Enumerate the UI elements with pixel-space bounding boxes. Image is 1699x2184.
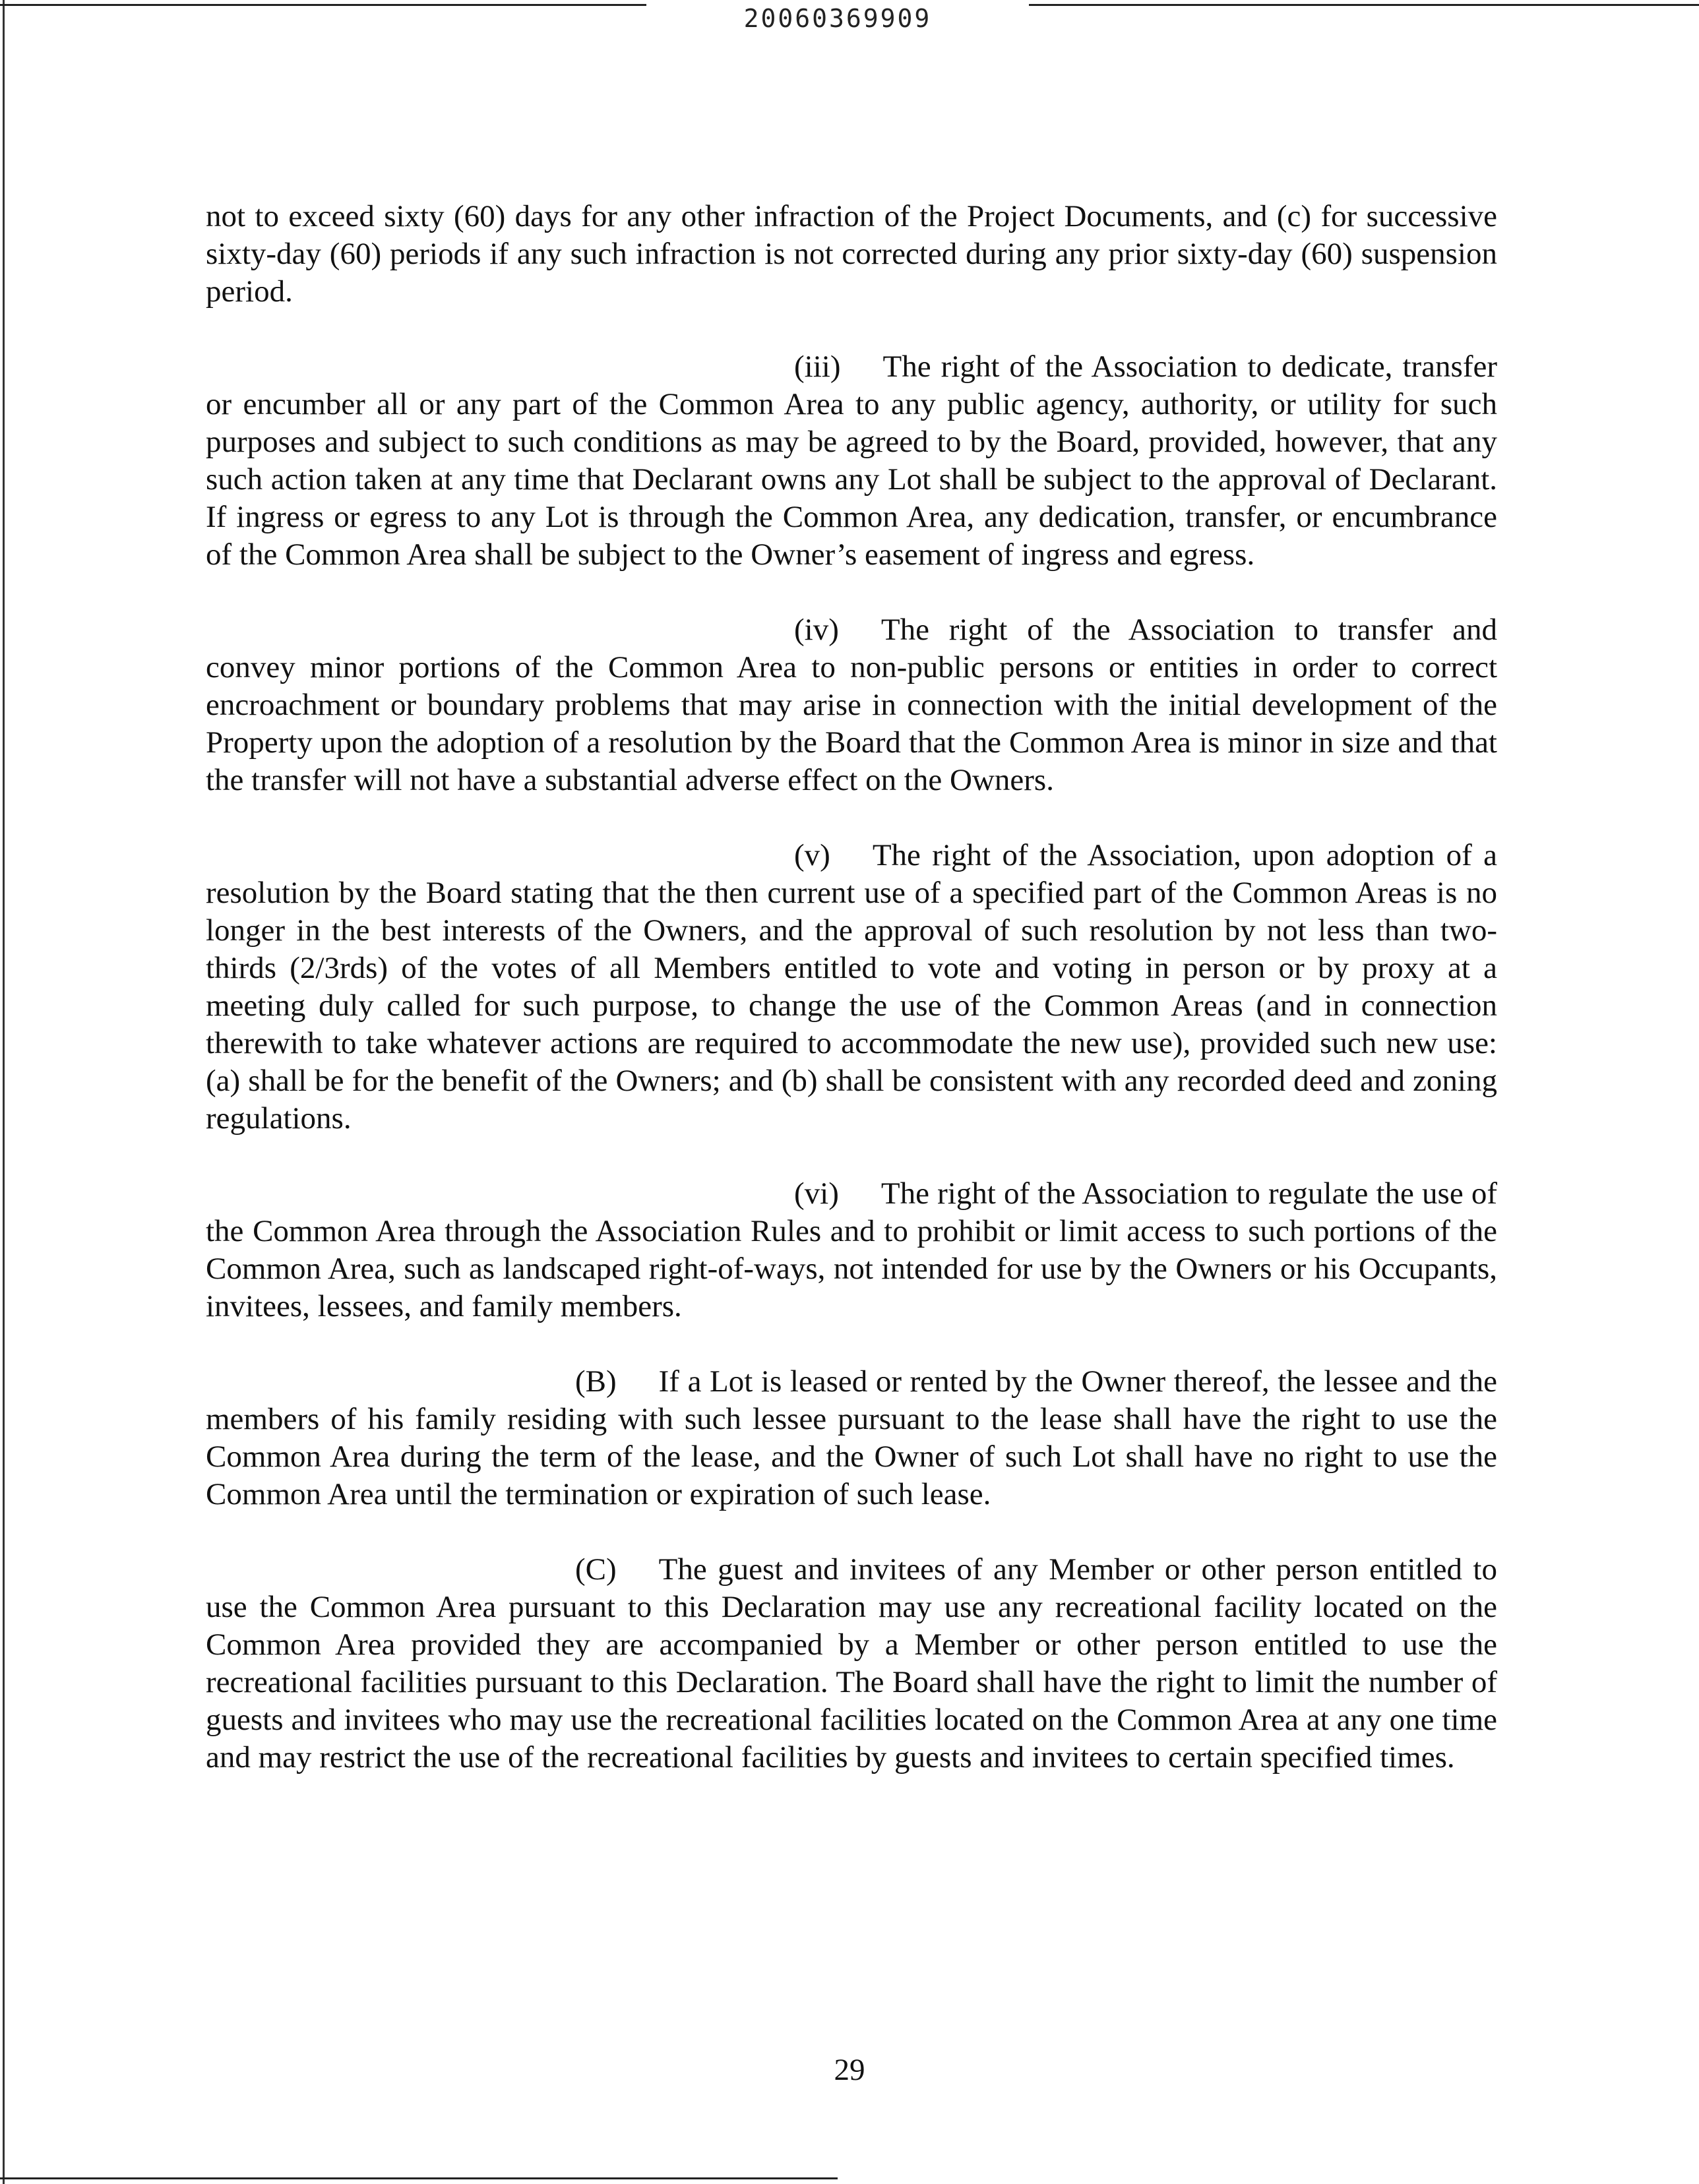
paragraph-text: The right of the Association to dedicate, transfer or encumber all or any part of the Common Area to any public agency, authority, or utility for such purposes and subject to such conditions as may be agreed to by the Board, provided, however, that any such action taken at any time that Declarant owns any Lot shall be subject to the approval of Declarant. If ingress or egress to any Lot is through the Common Area, any dedication, transfer, or encumbrance of the Common Area shall be subject to the Owner’s easement of ingress and egress. [206, 349, 1497, 572]
paragraph-v [206, 837, 1497, 1138]
header-rule-left [0, 4, 646, 6]
paragraph-lead: (iv) [794, 613, 839, 647]
footer-rule [0, 2177, 838, 2179]
paragraph-text: The right of the Association to transfer and convey minor portions of the Common Area to non-public persons or entities in order to correct encroachment or boundary problems that may arise in connection with the initial development of the Property upon the adoption of a resolution by the Board that the Common Area is minor in size and that the transfer will not have a substantial adverse effect on the Owners. [206, 613, 1497, 797]
paragraph-lead: (C) [575, 1552, 617, 1587]
paragraph-continuation [206, 198, 1497, 311]
paragraph-text: not to exceed sixty (60) days for any other infraction of the Project Documents, and (c) for successive sixty-day (60) periods if any such infraction is not corrected during any prior sixty-day (60) suspension period. [206, 199, 1497, 309]
paragraph-iv [206, 611, 1497, 799]
scan-left-edge [3, 0, 5, 2184]
paragraph-text: The right of the Association, upon adoption of a resolution by the Board stating that the then current use of a specified part of the Common Areas is no longer in the best interests of the Owners, and the approval of such resolution by not less than two-thirds (2/3rds) of the votes of all Members entitled to vote and voting in person or by proxy at a meeting duly called for such purpose, to change the use of the Common Areas (and in connection therewith to take whatever actions are required to accommodate the new use), provided such new use: (a) shall be for the benefit of the Owners; and (b) shall be consistent with any recorded deed and zoning regulations. [206, 838, 1497, 1136]
paragraph-c [206, 1551, 1497, 1776]
paragraph-iii [206, 348, 1497, 574]
paragraph-vi [206, 1175, 1497, 1325]
paragraph-b [206, 1363, 1497, 1513]
document-number: 20060369909 [743, 4, 932, 33]
page-number: 29 [834, 2053, 865, 2087]
header-rule-right [1029, 4, 1699, 6]
paragraph-lead: (vi) [794, 1176, 839, 1211]
paragraph-lead: (iii) [794, 349, 841, 384]
paragraph-text: The guest and invitees of any Member or other person entitled to use the Common Area pursuant to this Declaration may use any recreational facility located on the Common Area provided they are accompanied by a Member or other person entitled to use the recreational facilities pursuant to this Declaration. The Board shall have the right to limit the number of guests and invitees who may use the recreational facilities located on the Common Area at any one time and may restrict the use of the recreational facilities by guests and invitees to certain specified times. [206, 1552, 1497, 1774]
paragraph-text: The right of the Association to regulate the use of the Common Area through the Association Rules and to prohibit or limit access to such portions of the Common Area, such as landscaped right-of-ways, not intended for use by the Owners or his Occupants, invitees, lessees, and family members. [206, 1176, 1497, 1323]
paragraph-text: If a Lot is leased or rented by the Owner thereof, the lessee and the members of his family residing with such lessee pursuant to the lease shall have the right to use the Common Area during the term of the lease, and the Owner of such Lot shall have no right to use the Common Area until the termination or expiration of such lease. [206, 1364, 1497, 1511]
document-body [206, 198, 1497, 1814]
paragraph-lead: (v) [794, 838, 830, 872]
paragraph-lead: (B) [575, 1364, 617, 1399]
